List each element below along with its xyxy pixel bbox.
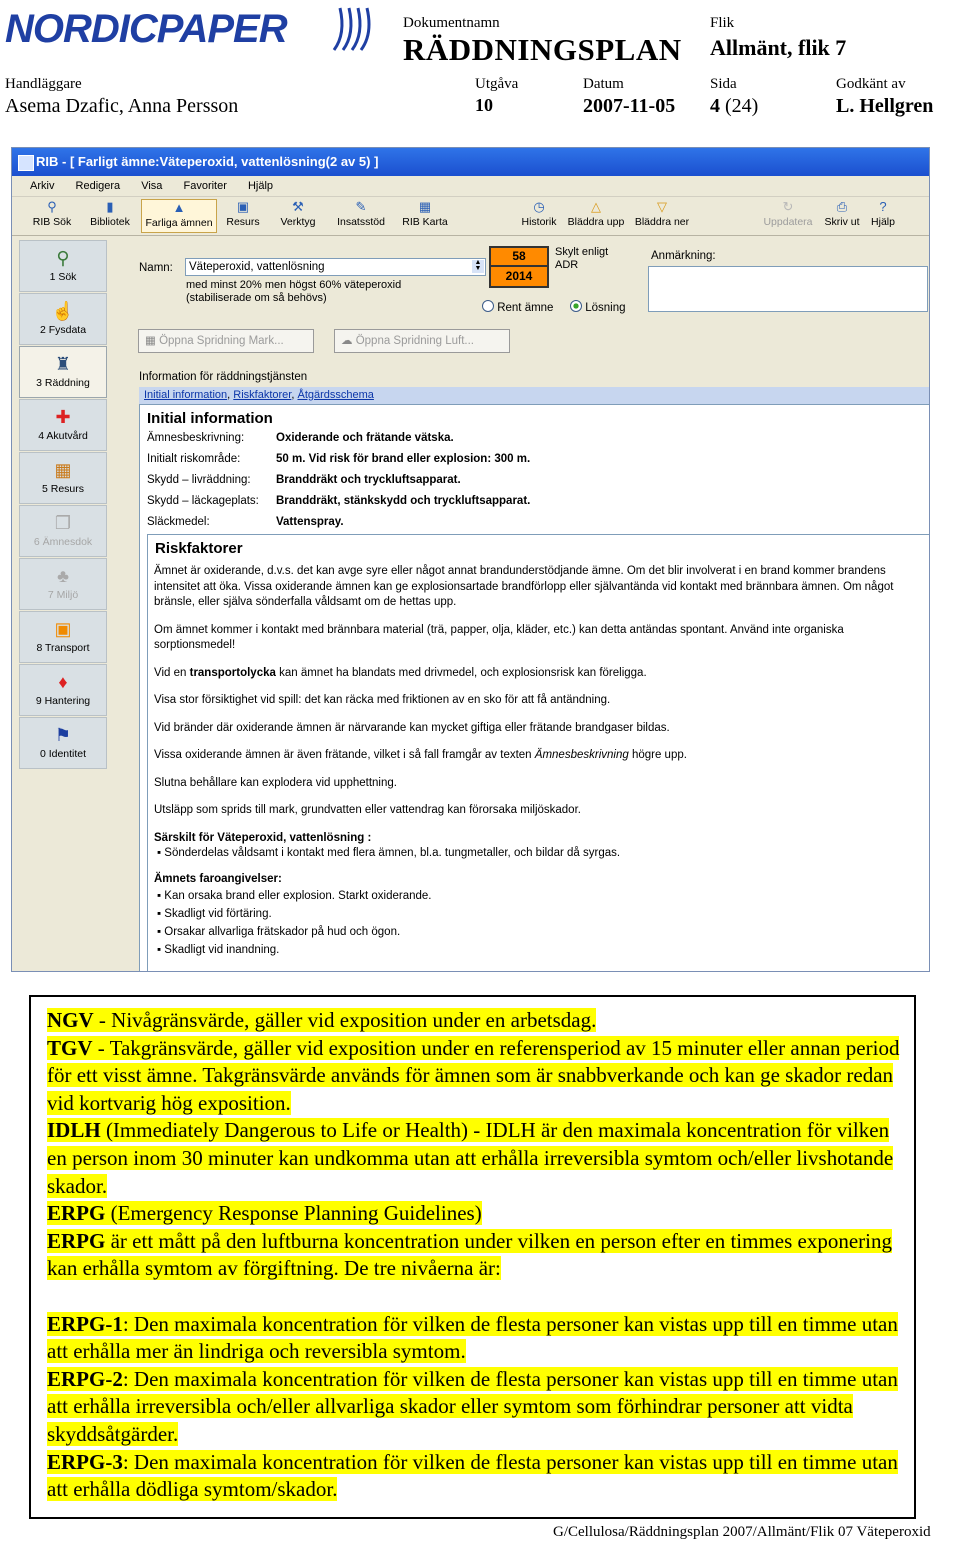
printer-icon: ⎙ — [836, 199, 848, 214]
info-section-label: Information för räddningstjänsten — [139, 371, 308, 383]
risk-paragraph: Vid en transportolycka kan ämnet ha blandats med drivmedel, och explosionsrisk kan föreligga. — [154, 666, 647, 679]
flik-label: Flik — [710, 15, 735, 31]
resources-icon: ▦ — [54, 460, 72, 480]
adr-orange-sign: 58 2014 — [489, 246, 549, 288]
row-label: Skydd – läckageplats: — [147, 495, 259, 507]
menu-visa[interactable]: Visa — [141, 180, 163, 192]
dokumentnamn-label: Dokumentnamn — [403, 15, 500, 31]
menu-hjalp[interactable]: Hjälp — [247, 180, 274, 192]
toolbar-hjalp-button[interactable]: ? Hjälp — [871, 199, 895, 228]
definition-ngv: NGV - Nivågränsvärde, gäller vid exposition under en arbetsdag. — [47, 1008, 597, 1032]
definition-tgv: TGV - Takgränsvärde, gäller vid exposition under en referensperiod av 15 minuter eller annan period för ett visst ämne. Takgränsvärde används för ämnen som är snabbverkande och kan ge skador redan vid kortvarig hög exposition. — [47, 1035, 900, 1115]
definition-erpg-3: ERPG-3: Den maximala koncentration för vilken de flesta personer kan vistas upp till en timme utan att erhålla dödliga symtom/skador. — [47, 1449, 898, 1502]
open-spread-ground-button[interactable]: ▦ Öppna Spridning Mark... — [138, 329, 314, 353]
arrow-up-icon: △ — [591, 199, 601, 214]
utgava-label: Utgåva — [475, 76, 519, 92]
definition-erpg: ERPG (Emergency Response Planning Guidelines) — [47, 1201, 482, 1226]
list-item: ▪ Orsakar allvarliga frätskador på hud och ögon. — [157, 926, 401, 938]
risk-paragraph: Om ämnet kommer i kontakt med brännbara material (trä, papper, olja, kläder, etc.) kan detta antändas spontant. Använd inte organiska sorptionsmedel! — [154, 623, 844, 651]
bullet-icon: ▪ — [157, 944, 162, 956]
handlaggare-value: Asema Dzafic, Anna Persson — [5, 95, 239, 117]
nav-miljo[interactable]: ♣ 7 Miljö — [19, 558, 107, 610]
row-value: Branddräkt, stänkskydd och tryckluftsapparat. — [276, 495, 531, 507]
app-icon — [18, 155, 34, 171]
nav-fysdata[interactable]: ☝ 2 Fysdata — [19, 293, 107, 345]
toolbar-resurs-button[interactable]: ▣ Resurs — [226, 199, 260, 228]
namn-description: med minst 20% men högst 60% väteperoxid (stabiliserade om så behövs) — [186, 279, 402, 304]
logo-swirl-icon — [330, 4, 374, 56]
sida-label: Sida — [710, 76, 737, 92]
refresh-icon: ↻ — [782, 199, 794, 214]
definition-erpg-description: ERPG är ett mått på den luftburna koncentration under vilken en person efter en timmes exponering kan erhålla symtom av förgiftning. De tre nivåerna är: — [47, 1228, 892, 1281]
toolbar-rib-karta-button[interactable]: ▦ RIB Karta — [402, 199, 448, 228]
radio-checked-icon — [570, 300, 582, 312]
definition-idlh: IDLH (Immediately Dangerous to Life or Health) - IDLH är den maximala koncentration för vilken en person inom 30 minuter kan undkomma utan att erhålla irreversibla symtom och/eller livshotande skador. — [47, 1118, 894, 1198]
radio-rent-amne[interactable]: Rent ämne — [482, 300, 553, 314]
toolbar — [12, 197, 929, 236]
bullet-icon: ▪ — [157, 847, 162, 859]
air-spread-icon: ☁ — [341, 335, 353, 347]
ground-spread-icon: ▦ — [145, 335, 156, 347]
definitions-box — [29, 995, 916, 1519]
flik-value: Allmänt, flik 7 — [710, 35, 847, 60]
information-panel — [139, 404, 930, 972]
initial-information-title: Initial information — [147, 410, 273, 427]
nav-amnesdok[interactable]: ❐ 6 Ämnesdok — [19, 505, 107, 557]
datum-label: Datum — [583, 76, 624, 92]
row-label: Släckmedel: — [147, 516, 210, 528]
company-logo: NORDICPAPER — [5, 7, 287, 51]
pointer-icon: ☝ — [51, 301, 75, 321]
row-label: Ämnesbeskrivning: — [147, 432, 245, 444]
nav-sok[interactable]: ⚲ 1 Sök — [19, 240, 107, 292]
bullet-icon: ▪ — [157, 908, 162, 920]
risk-text — [154, 564, 926, 959]
handlaggare-label: Handläggare — [5, 76, 82, 92]
godkant-value: L. Hellgren — [836, 95, 934, 117]
row-value: 50 m. Vid risk för brand eller explosion: 300 m. — [276, 453, 531, 465]
toolbar-uppdatera-button[interactable]: ↻ Uppdatera — [763, 199, 813, 228]
truck-icon: ▣ — [236, 199, 250, 214]
link-initial-information[interactable]: Initial information — [144, 389, 228, 401]
open-spread-air-button[interactable]: ☁ Öppna Spridning Luft... — [334, 329, 510, 353]
radio-losning[interactable]: Lösning — [570, 300, 626, 314]
history-icon: ◷ — [533, 199, 545, 214]
list-item: ▪ Skadligt vid förtäring. — [157, 908, 272, 920]
toolbar-skriv-ut-button[interactable]: ⎙ Skriv ut — [824, 199, 860, 228]
list-item: ▪ Kan orsaka brand eller explosion. Starkt oxiderande. — [157, 890, 432, 902]
risk-paragraph: Ämnet är oxiderande, d.v.s. det kan avge syre eller något annat brandunderstödjande ämne. Om det blir involverat i en brand kommer brandens intensitet att öka. Vissa oxiderande ämnen kan ge explosionsartade brandförlopp eller självantända vid kontakt med brännbara ämnen. Om något bränsle, eller själva sönderfalla våldsamt om de hettas upp. — [154, 565, 894, 608]
link-atgardsschema[interactable]: Åtgärdsschema — [297, 389, 374, 401]
flags-icon: ⚑ — [54, 725, 72, 745]
book-icon: ▮ — [106, 199, 114, 214]
bullet-icon: ▪ — [157, 890, 162, 902]
toolbar-bibliotek-button[interactable]: ▮ Bibliotek — [90, 199, 130, 228]
document-icon: ✎ — [355, 199, 367, 214]
utgava-value: 10 — [475, 95, 493, 115]
godkant-label: Godkänt av — [836, 76, 906, 92]
row-value: Oxiderande och frätande vätska. — [276, 432, 454, 444]
red-cross-icon: ✚ — [55, 407, 71, 427]
documents-icon: ❐ — [54, 513, 72, 533]
anmarkning-field[interactable] — [648, 266, 928, 312]
list-item: ▪ Sönderdelas våldsamt i kontakt med flera ämnen, bl.a. tungmetaller, och bildar då syrgas. — [157, 847, 621, 859]
section-links-bar: Initial information, Riskfaktorer, Åtgärdsschema — [139, 387, 930, 404]
nav-akutvard[interactable]: ✚ 4 Akutvård — [19, 399, 107, 451]
link-riskfaktorer[interactable]: Riskfaktorer — [233, 389, 292, 401]
risk-paragraph: Visa stor försiktighet vid spill: det kan räcka med friktionen av en sko för att få antändning. — [154, 694, 611, 706]
menu-favoriter[interactable]: Favoriter — [183, 180, 227, 192]
firefighter-icon: ♜ — [54, 354, 72, 374]
sida-value: 4 (24) — [710, 95, 759, 117]
magnifier-icon: ⚲ — [56, 248, 70, 268]
list-item: ▪ Skadligt vid inandning. — [157, 944, 280, 956]
menu-bar — [12, 176, 929, 197]
tree-icon: ♣ — [57, 566, 69, 586]
window-titlebar[interactable] — [12, 148, 929, 176]
row-value: Branddräkt och tryckluftsapparat. — [276, 474, 461, 486]
tools-icon: ⚒ — [292, 199, 304, 214]
definitions-text — [47, 1007, 907, 1504]
toolbar-historik-button[interactable]: ◷ Historik — [521, 199, 557, 228]
radio-unchecked-icon — [482, 300, 494, 312]
document-title: RÄDDNINGSPLAN — [403, 32, 682, 67]
toolbar-verktyg-button[interactable]: ⚒ Verktyg — [280, 199, 316, 228]
risk-paragraph: Utsläpp som sprids till mark, grundvatten eller vattendrag kan förorsaka miljöskador. — [154, 804, 581, 816]
map-icon: ▦ — [418, 199, 432, 214]
row-label: Initialt riskområde: — [147, 453, 241, 465]
sarskilt-title: Särskilt för Väteperoxid, vattenlösning : — [154, 831, 372, 844]
toolbar-bladdra-upp-button[interactable]: △ Bläddra upp — [567, 199, 625, 228]
side-navigation — [17, 238, 105, 966]
nav-resurs[interactable]: ▦ 5 Resurs — [19, 452, 107, 504]
riskfaktorer-title: Riskfaktorer — [155, 540, 243, 557]
row-value: Vattenspray. — [276, 516, 344, 528]
definition-erpg-2: ERPG-2: Den maximala koncentration för vilken de flesta personer kan vistas upp till en timme utan att erhålla irreversibla och/eller allvarliga skador eller symtom som förhindrar personer att vidta skyddsåtgärder. — [47, 1366, 898, 1446]
transport-sign-icon: ▣ — [54, 619, 72, 639]
toolbar-bladdra-ner-button[interactable]: ▽ Bläddra ner — [634, 199, 690, 228]
menu-arkiv[interactable]: Arkiv — [30, 180, 55, 192]
search-icon: ⚲ — [47, 199, 57, 214]
namn-label: Namn: — [139, 262, 173, 274]
arrow-down-icon: ▽ — [657, 199, 667, 214]
riskfaktorer-panel — [147, 534, 930, 972]
toolbar-farliga-amnen-button[interactable]: ▲ Farliga ämnen — [141, 199, 217, 233]
nav-transport[interactable]: ▣ 8 Transport — [19, 611, 107, 663]
menu-redigera[interactable]: Redigera — [75, 180, 121, 192]
skylt-label: Skylt enligt ADR — [555, 246, 609, 271]
faro-title: Ämnets faroangivelser: — [154, 872, 282, 885]
toolbar-rib-sok-button[interactable]: ⚲ RIB Sök — [32, 199, 72, 228]
risk-paragraph: Vissa oxiderande ämnen är även frätande, vilket i så fall framgår av texten Ämnesbeskrivning högre upp. — [154, 749, 687, 761]
bullet-icon: ▪ — [157, 926, 162, 938]
namn-select[interactable]: Väteperoxid, vattenlösning ▲ ▼ — [185, 258, 486, 276]
datum-value: 2007-11-05 — [583, 95, 676, 117]
nav-hantering[interactable]: ♦ 9 Hantering — [19, 664, 107, 716]
main-content — [108, 238, 929, 971]
help-icon: ? — [879, 199, 887, 214]
flame-icon: ♦ — [58, 672, 68, 692]
row-label: Skydd – livräddning: — [147, 474, 251, 486]
rib-application-window — [11, 147, 930, 972]
anmarkning-label: Anmärkning: — [651, 250, 716, 262]
spinner-arrows-icon[interactable]: ▲ ▼ — [472, 260, 484, 273]
nav-raddning[interactable]: ♜ 3 Räddning — [19, 346, 107, 398]
risk-paragraph: Slutna behållare kan explodera vid upphettning. — [154, 776, 397, 789]
nav-identitet[interactable]: ⚑ 0 Identitet — [19, 717, 107, 769]
definition-erpg-1: ERPG-1: Den maximala koncentration för vilken de flesta personer kan vistas upp till en timme utan att erhålla mer än lindriga och reversibla symtom. — [47, 1311, 898, 1364]
window-title: RIB - [ Farligt ämne:Väteperoxid, vattenlösning(2 av 5) ] — [36, 154, 379, 169]
toolbar-insatsstod-button[interactable]: ✎ Insatsstöd — [337, 199, 385, 228]
footer-path: G/Cellulosa/Räddningsplan 2007/Allmänt/Flik 07 Väteperoxid — [553, 1524, 931, 1540]
flask-icon: ▲ — [172, 200, 186, 215]
risk-paragraph: Vid bränder där oxiderande ämnen är närvarande kan mycket giftiga eller frätande brandgaser bildas. — [154, 721, 670, 734]
